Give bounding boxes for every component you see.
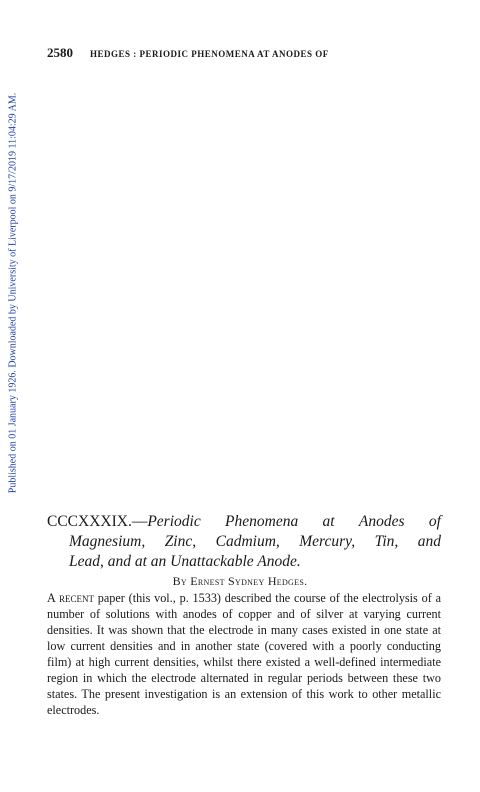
title-word: Magnesium, [69,533,146,550]
title-word: of [428,513,441,530]
title-first-segment [47,512,201,532]
title-word: Phenomena [225,513,299,530]
running-title: HEDGES : PERIODIC PHENOMENA AT ANODES OF [90,49,329,59]
title-line-3 [47,552,441,572]
title-line-3-text: Lead, and at an Unattackable Anode. [69,553,301,570]
author-byline: By Ernest Sydney Hedges. [172,574,308,588]
article-number: CCCXXXIX.— [47,513,148,530]
lead-word: A recent [47,591,94,605]
publication-note-link[interactable]: Published on 01 January 1926. Downloaded by University of Liverpool on 9/17/2019 11:04:29 AM. [7,92,19,493]
title-word: Mercury, [299,533,356,550]
paragraph-text: paper (this vol., p. 1533) described the course of the electrolysis of a number of solutions with anodes of copper and of silver at varying current densities. It was shown that the electrode in many cases existed in one state at low current densities and in another state (covered with a poorly conducting film) at high current densities, whilst there existed a well-defined intermediate region in which the electrode alternated in regular periods between these two states. The present investigation is an extension of this work to other metallic electrodes. [47,591,441,717]
page-header [47,45,447,61]
title-word: and [417,533,441,550]
title-word: Cadmium, [215,533,280,550]
page-number: 2580 [47,45,73,60]
title-word: Tin, [374,533,399,550]
article-title [47,512,441,572]
body-text [47,590,441,718]
title-word: Periodic [147,513,201,530]
title-word: at [322,513,335,530]
title-line-2 [47,532,441,552]
body-paragraph [47,590,441,718]
title-word: Zinc, [164,533,197,550]
title-line-1 [47,512,441,532]
title-word: Anodes [358,513,405,530]
publication-sidebar [6,75,20,510]
